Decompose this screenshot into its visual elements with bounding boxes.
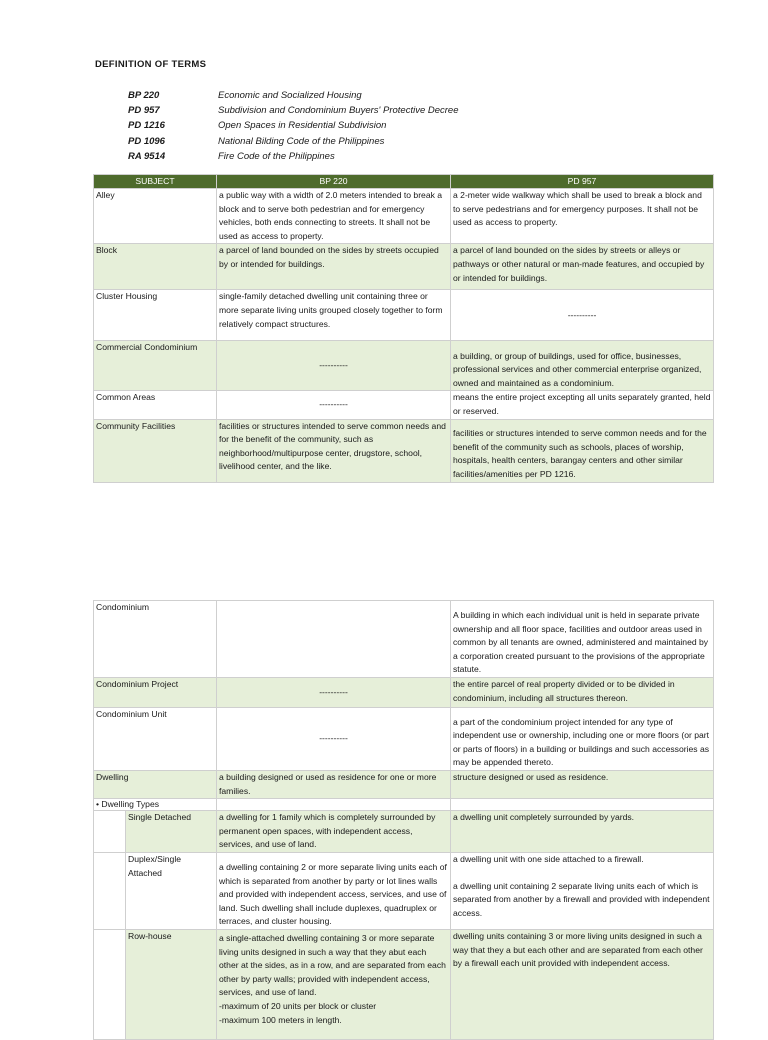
cell-bp220	[217, 601, 451, 678]
cell-subject: Dwelling	[94, 771, 217, 799]
table-row	[94, 419, 714, 482]
cell-bp220: ----------	[217, 708, 451, 771]
table-row	[94, 852, 714, 929]
table-row	[94, 244, 714, 290]
pd957-text-b: a dwelling unit containing 2 separate living units each of which is separated from another by a firewall and provided with independent access.	[453, 880, 710, 918]
cell-subject: Condominium Project	[94, 678, 217, 708]
cell-pd957: a dwelling unit completely surrounded by yards.	[451, 811, 714, 853]
cell-pd957: a building, or group of buildings, used for office, businesses, professional services and other commercial enterprise organized, owned and maintained as a condominium.	[451, 341, 714, 391]
cell-pd957: a parcel of land bounded on the sides by streets or alleys or pathways or other natural or man-made features, and occupied by or intended for buildings.	[451, 244, 714, 290]
indent-cell	[94, 929, 126, 1039]
abbreviation-code: PD 957	[128, 105, 160, 117]
cell-subject: Condominium Unit	[94, 708, 217, 771]
abbreviation-item	[128, 103, 459, 118]
table-row	[94, 811, 714, 853]
cell-subject: • Dwelling Types	[94, 799, 217, 811]
table-row	[94, 341, 714, 391]
cell-pd957: a part of the condominium project intended for any type of independent use or ownership, including one or more floors (or part or parts of floors) in a building or buildings and such accessories as may be appended thereto.	[451, 708, 714, 771]
abbreviation-name: Open Spaces in Residential Subdivision	[218, 120, 387, 132]
cell-pd957: the entire parcel of real property divided or to be divided in condominium, including all structures thereon.	[451, 678, 714, 708]
definitions-table-1	[93, 174, 714, 483]
cell-pd957: A building in which each individual unit is held in separate private ownership and all floor space, facilities and outdoor areas used in common by all tenants are owned, administered and maintained by a corporation created pursuant to the provisions of the appropriate statute.	[451, 601, 714, 678]
cell-subject: Community Facilities	[94, 419, 217, 482]
cell-subject: Commercial Condominium	[94, 341, 217, 391]
cell-bp220: facilities or structures intended to serve common needs and for the benefit of the community, such as neighborhood/multipurpose center, drugstore, school, livelihood center, and the like.	[217, 419, 451, 482]
pd957-text-a: a dwelling unit with one side attached to a firewall.	[453, 853, 644, 864]
bp220-text-c: -maximum 100 meters in length.	[219, 1014, 342, 1025]
abbreviation-item	[128, 118, 459, 133]
cell-bp220	[217, 799, 451, 811]
header-subject: SUBJECT	[94, 175, 217, 189]
cell-pd957: ----------	[451, 290, 714, 341]
table-row	[94, 771, 714, 799]
cell-subject: Common Areas	[94, 391, 217, 419]
indent-cell	[94, 852, 126, 929]
abbreviation-code: PD 1216	[128, 120, 165, 132]
table-row	[94, 799, 714, 811]
abbreviation-item	[128, 149, 459, 164]
table-header-row	[94, 175, 714, 189]
cell-bp220: a dwelling containing 2 or more separate living units each of which is separated from another by party or lot lines walls and provided with independent access, services, and use of land. Such dwelling shall include duplexes, quadruplex or terraces, and cluster housing.	[217, 852, 451, 929]
cell-bp220	[217, 929, 451, 1039]
abbreviation-code: BP 220	[128, 90, 160, 101]
cell-bp220: a public way with a width of 2.0 meters intended to break a block and to serve both pedestrian and for emergency vehicles, both ends connecting to streets. It shall not be used as access to property.	[217, 189, 451, 244]
abbreviation-code: RA 9514	[128, 150, 166, 162]
cell-pd957: means the entire project excepting all units separately granted, held or reserved.	[451, 391, 714, 419]
table-row	[94, 391, 714, 419]
abbreviation-code: PD 1096	[128, 135, 165, 147]
abbreviation-name: Economic and Socialized Housing	[218, 90, 362, 101]
table-row	[94, 708, 714, 771]
abbreviation-item	[128, 134, 459, 149]
cell-pd957: structure designed or used as residence.	[451, 771, 714, 799]
table-row	[94, 290, 714, 341]
cell-subject: Block	[94, 244, 217, 290]
cell-bp220: single-family detached dwelling unit containing three or more separate living units grouped closely together to form relatively compact structures.	[217, 290, 451, 341]
abbreviation-list	[128, 88, 459, 164]
cell-subject: Cluster Housing	[94, 290, 217, 341]
cell-pd957: dwelling units containing 3 or more living units designed in such a way that they a but each other and are separated from each other by a firewall each unit provided with independent access.	[451, 929, 714, 1039]
cell-bp220: a building designed or used as residence for one or more families.	[217, 771, 451, 799]
abbreviation-name: Fire Code of the Philippines	[218, 150, 335, 162]
cell-subject: Single Detached	[126, 811, 217, 853]
cell-bp220: ----------	[217, 341, 451, 391]
page-heading: DEFINITION OF TERMS	[95, 59, 207, 70]
header-bp220: BP 220	[217, 175, 451, 189]
bp220-text-b: -maximum of 20 units per block or cluster	[219, 1000, 377, 1011]
cell-bp220: ----------	[217, 678, 451, 708]
cell-subject: Duplex/Single Attached	[126, 852, 217, 929]
table-row	[94, 929, 714, 1039]
cell-subject: Row-house	[126, 929, 217, 1039]
cell-bp220: a dwelling for 1 family which is completely surrounded by permanent open spaces, with independent access, services, and use of land.	[217, 811, 451, 853]
cell-bp220: a parcel of land bounded on the sides by streets occupied by or intended for buildings.	[217, 244, 451, 290]
table-row	[94, 189, 714, 244]
table-row	[94, 601, 714, 678]
table-row	[94, 678, 714, 708]
abbreviation-item	[128, 88, 459, 103]
indent-cell	[94, 811, 126, 853]
cell-pd957: a 2-meter wide walkway which shall be used to break a block and to serve pedestrians and for emergency purposes. It shall not be used as access to property.	[451, 189, 714, 244]
cell-pd957	[451, 799, 714, 811]
cell-pd957	[451, 852, 714, 929]
abbreviation-name: National Bilding Code of the Philippines	[218, 135, 385, 147]
header-pd957: PD 957	[451, 175, 714, 189]
abbreviation-name: Subdivision and Condominium Buyers' Protective Decree	[218, 105, 459, 117]
cell-bp220: ----------	[217, 391, 451, 419]
cell-pd957: facilities or structures intended to serve common needs and for the benefit of the community such as schools, places of worship, hospitals, health centers, barangay centers and other similar facilities/amenities per PD 1216.	[451, 419, 714, 482]
cell-subject: Condominium	[94, 601, 217, 678]
definitions-table-2	[93, 600, 714, 1040]
bp220-text-a: a single-attached dwelling containing 3 or more separate living units designed in such a way that they abut each other at the sides, as in a row, and are separated from each other by party walls; provided with independent access, services, and use of land.	[219, 932, 446, 998]
cell-subject: Alley	[94, 189, 217, 244]
